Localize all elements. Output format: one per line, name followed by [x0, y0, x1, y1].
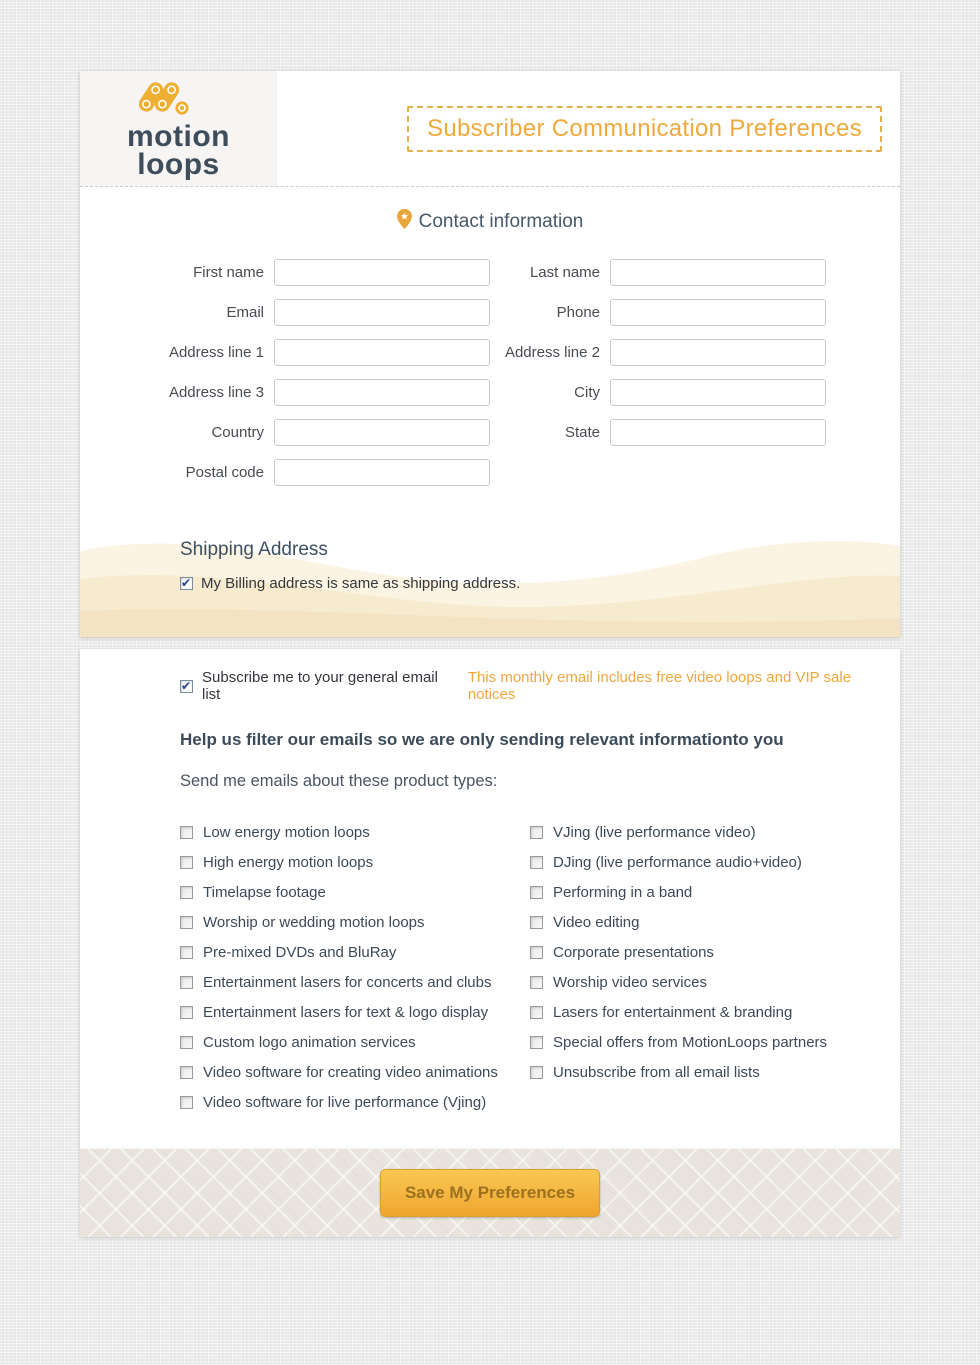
address-line-2-label: Address line 2 [504, 344, 600, 361]
postal-code-input[interactable] [274, 459, 490, 486]
options-right-column [530, 817, 827, 1117]
unsubscribe-all-checkbox[interactable] [530, 1066, 543, 1079]
filter-emails-heading: Help us filter our emails so we are only sending relevant informationto you [180, 730, 784, 749]
corporate-presentations-checkbox[interactable] [530, 946, 543, 959]
option-vjing [530, 817, 827, 847]
option-video-editing [530, 907, 827, 937]
city-input[interactable] [610, 379, 826, 406]
option-label: Worship video services [553, 973, 707, 991]
option-low-energy-motion-loops [180, 817, 530, 847]
option-premixed-dvds-bluray [180, 937, 530, 967]
premixed-dvds-bluray-checkbox[interactable] [180, 946, 193, 959]
address-line-3-input[interactable] [274, 379, 490, 406]
timelapse-footage-checkbox[interactable] [180, 886, 193, 899]
address-line-2-input[interactable] [610, 339, 826, 366]
country-label: Country [211, 424, 264, 441]
option-lasers-text-logo [180, 997, 530, 1027]
option-label: DJing (live performance audio+video) [553, 853, 802, 871]
video-editing-checkbox[interactable] [530, 916, 543, 929]
software-live-performance-checkbox[interactable] [180, 1096, 193, 1109]
phone-input[interactable] [610, 299, 826, 326]
option-label: Corporate presentations [553, 943, 714, 961]
first-name-label: First name [193, 264, 264, 281]
option-label: Pre-mixed DVDs and BluRay [203, 943, 397, 961]
first-name-input[interactable] [274, 259, 490, 286]
logo-word-2: loops [137, 148, 220, 181]
option-label: Performing in a band [553, 883, 693, 901]
billing-same-label: My Billing address is same as shipping address. [201, 575, 521, 592]
shipping-address-heading: Shipping Address [180, 539, 328, 560]
custom-logo-animation-checkbox[interactable] [180, 1036, 193, 1049]
contact-section-heading [80, 209, 900, 235]
option-custom-logo-animation [180, 1027, 530, 1057]
email-preferences-card [80, 649, 900, 1149]
city-label: City [574, 384, 600, 401]
option-label: Video editing [553, 913, 640, 931]
option-lasers-entertainment-branding [530, 997, 827, 1027]
address-line-1-label: Address line 1 [168, 344, 264, 361]
option-unsubscribe-all [530, 1057, 827, 1087]
option-label: VJing (live performance video) [553, 823, 756, 841]
page-header [80, 71, 900, 187]
option-label: Unsubscribe from all email lists [553, 1063, 760, 1081]
save-preferences-button[interactable]: Save My Preferences [380, 1169, 600, 1217]
option-partner-offers [530, 1027, 827, 1057]
email-input[interactable] [274, 299, 490, 326]
option-software-video-animations [180, 1057, 530, 1087]
option-label: Timelapse footage [203, 883, 326, 901]
lasers-entertainment-branding-checkbox[interactable] [530, 1006, 543, 1019]
low-energy-motion-loops-checkbox[interactable] [180, 826, 193, 839]
software-video-animations-checkbox[interactable] [180, 1066, 193, 1079]
option-corporate-presentations [530, 937, 827, 967]
state-label: State [564, 424, 600, 441]
country-input[interactable] [274, 419, 490, 446]
logo [80, 71, 277, 186]
last-name-label: Last name [529, 264, 600, 281]
subscribe-label: Subscribe me to your general email list [202, 669, 438, 703]
option-label: Lasers for entertainment & branding [553, 1003, 793, 1021]
option-timelapse-footage [180, 877, 530, 907]
lasers-concerts-clubs-checkbox[interactable] [180, 976, 193, 989]
footer-bar [80, 1149, 900, 1237]
performing-band-checkbox[interactable] [530, 886, 543, 899]
worship-video-services-checkbox[interactable] [530, 976, 543, 989]
option-high-energy-motion-loops [180, 847, 530, 877]
option-label: Custom logo animation services [203, 1033, 416, 1051]
contact-heading-label: Contact information [418, 211, 584, 232]
option-djing [530, 847, 827, 877]
worship-wedding-loops-checkbox[interactable] [180, 916, 193, 929]
option-label: Worship or wedding motion loops [203, 913, 425, 931]
vjing-checkbox[interactable] [530, 826, 543, 839]
address-line-3-label: Address line 3 [168, 384, 264, 401]
contact-card [80, 71, 900, 637]
map-pin-icon [397, 209, 412, 235]
options-left-column [180, 817, 530, 1117]
contact-form [80, 259, 900, 499]
option-lasers-concerts-clubs [180, 967, 530, 997]
product-options [180, 817, 900, 1117]
option-label: Entertainment lasers for concerts and clubs [203, 973, 492, 991]
phone-label: Phone [556, 304, 600, 321]
address-line-1-input[interactable] [274, 339, 490, 366]
option-label: Low energy motion loops [203, 823, 370, 841]
form-left-column [154, 259, 490, 499]
state-input[interactable] [610, 419, 826, 446]
last-name-input[interactable] [610, 259, 826, 286]
djing-checkbox[interactable] [530, 856, 543, 869]
lasers-text-logo-checkbox[interactable] [180, 1006, 193, 1019]
product-types-subheading: Send me emails about these product types: [180, 772, 498, 790]
high-energy-motion-loops-checkbox[interactable] [180, 856, 193, 869]
option-worship-wedding-loops [180, 907, 530, 937]
option-label: Video software for creating video animations [203, 1063, 498, 1081]
partner-offers-checkbox[interactable] [530, 1036, 543, 1049]
option-label: Special offers from MotionLoops partners [553, 1033, 828, 1051]
billing-same-checkbox[interactable] [180, 577, 193, 590]
email-label: Email [226, 304, 264, 321]
option-worship-video-services [530, 967, 827, 997]
page-title: Subscriber Communication Preferences [407, 106, 882, 152]
option-label: Video software for live performance (Vjing) [203, 1093, 487, 1111]
logo-word-1: motion [127, 120, 230, 154]
option-label: High energy motion loops [203, 853, 374, 871]
shipping-section [80, 525, 900, 637]
form-right-column [490, 259, 826, 499]
subscribe-checkbox[interactable] [180, 680, 193, 693]
subscribe-note: This monthly email includes free video loops and VIP sale notices [467, 669, 852, 703]
option-performing-band [530, 877, 827, 907]
option-software-live-performance [180, 1087, 530, 1117]
option-label: Entertainment lasers for text & logo display [203, 1003, 489, 1021]
postal-code-label: Postal code [185, 464, 264, 481]
